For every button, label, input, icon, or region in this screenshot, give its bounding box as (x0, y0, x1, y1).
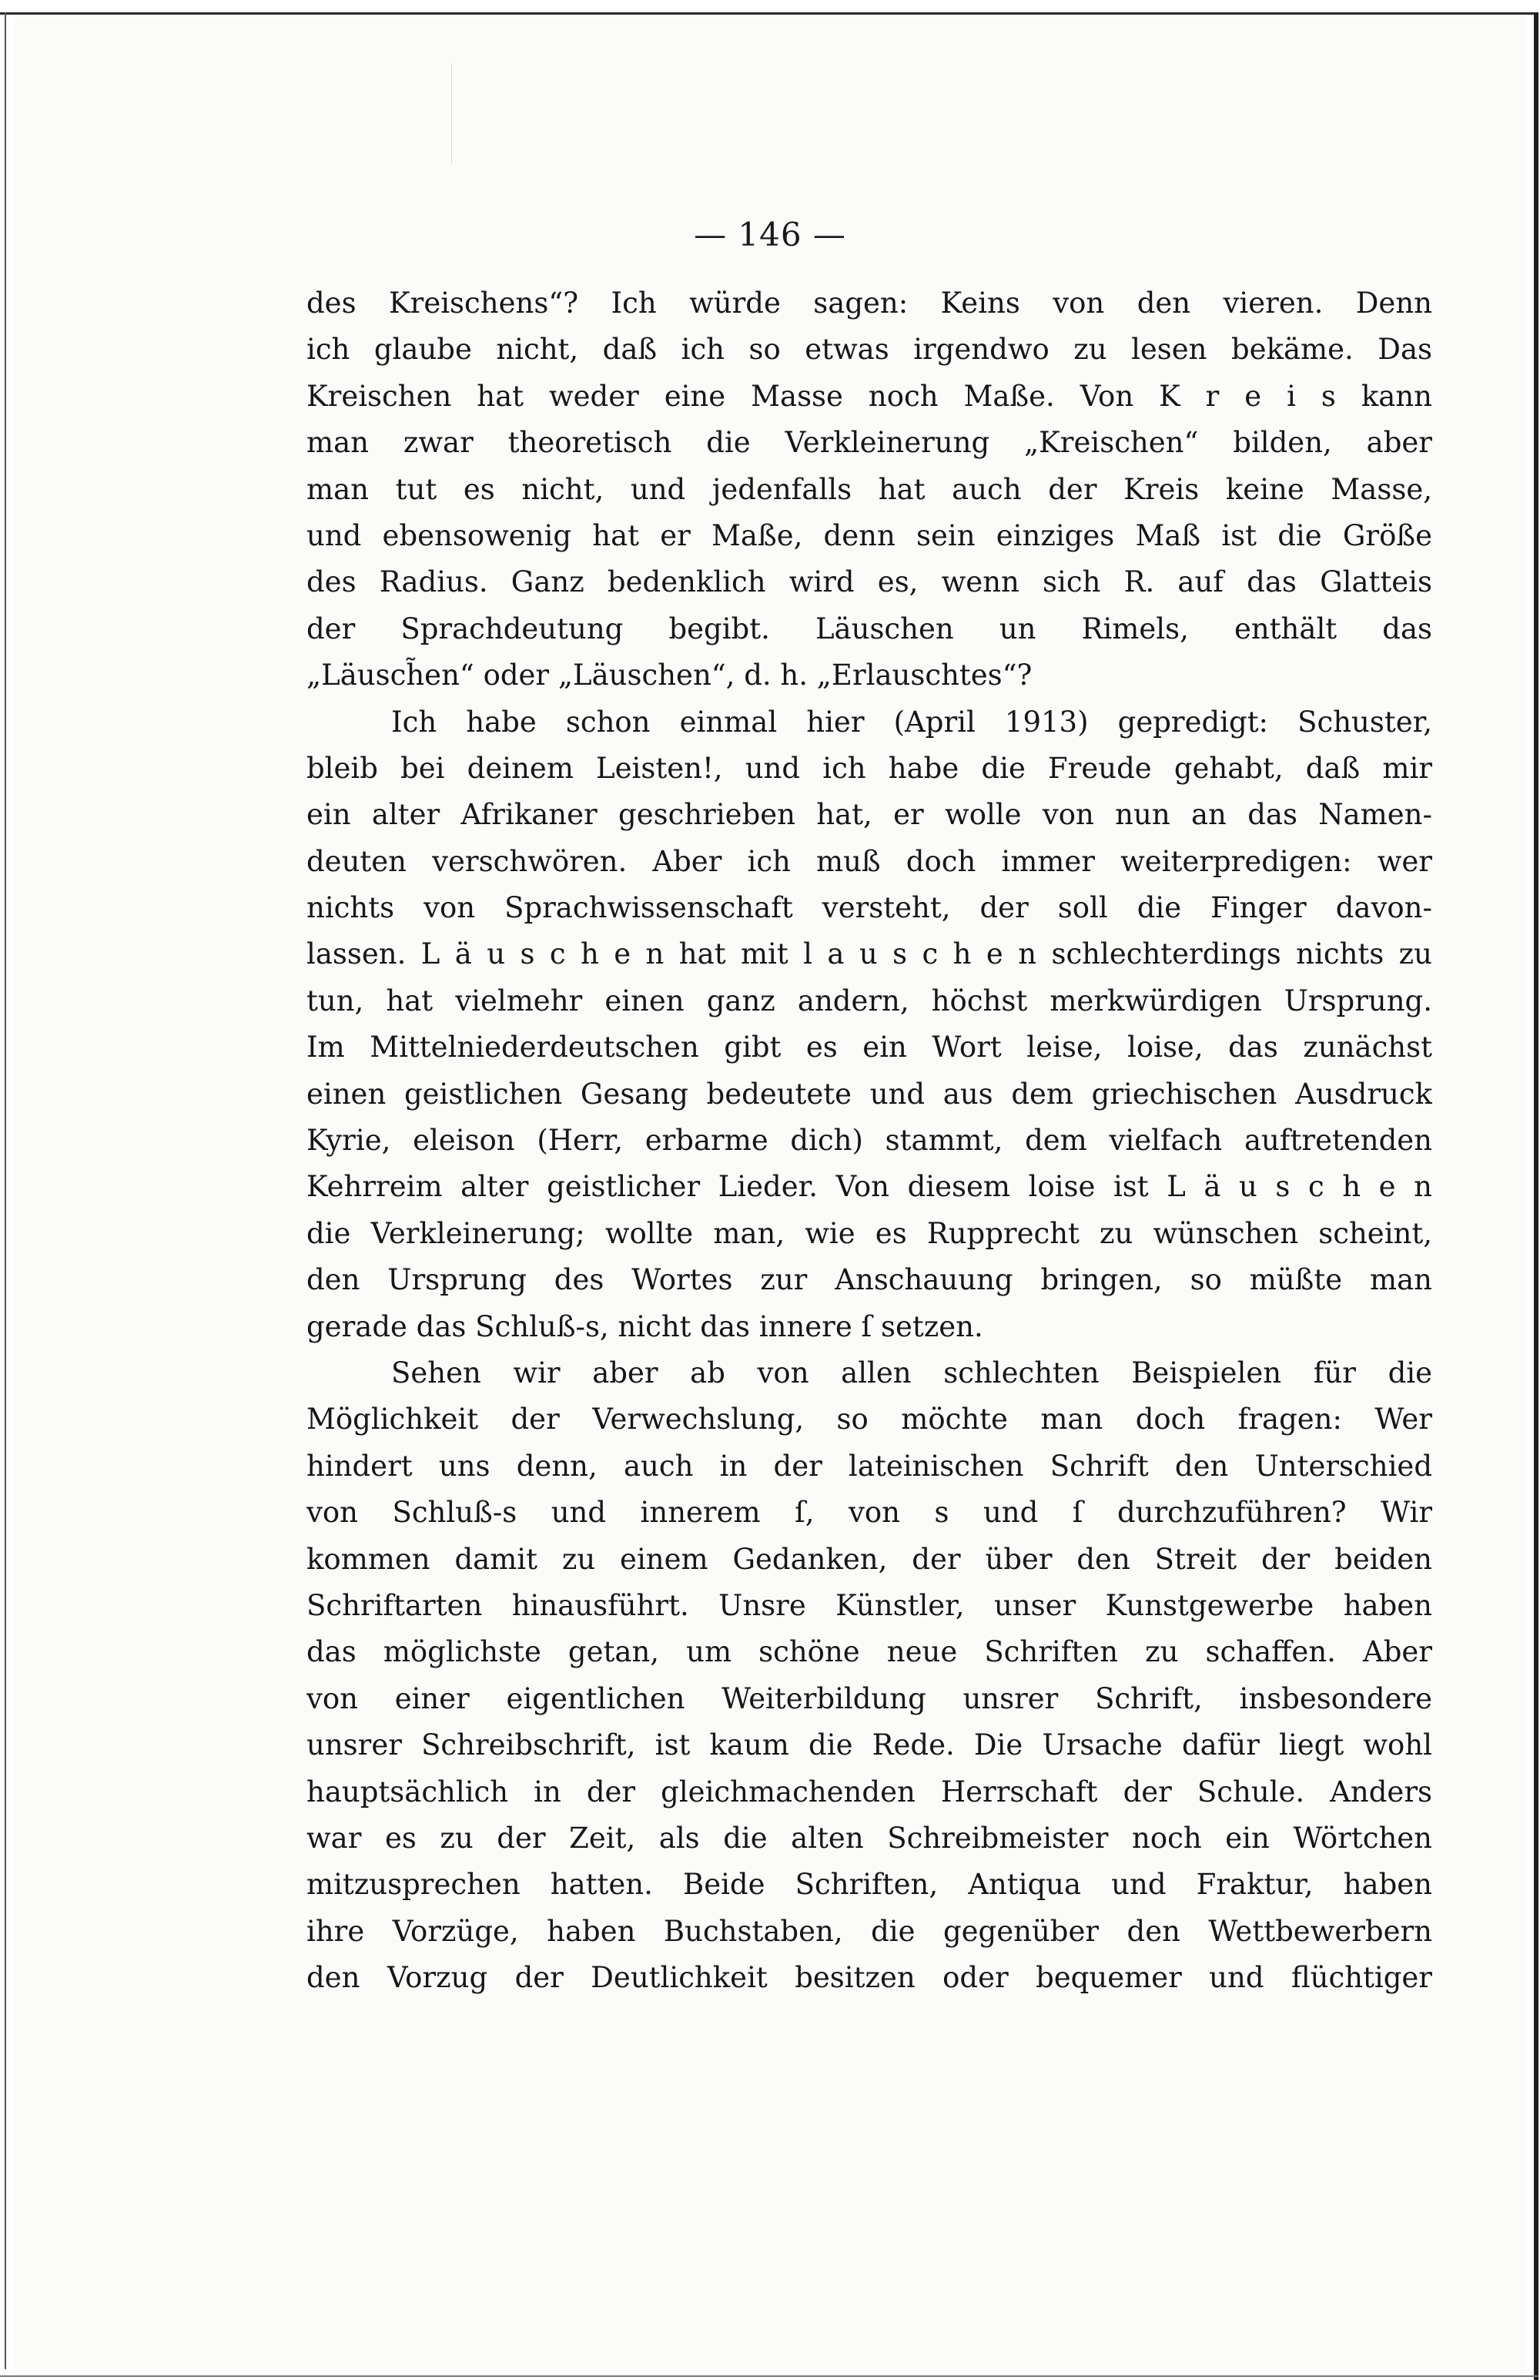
text-line: Im Mittelniederdeutschen gibt es ein Wort leise, loise, das zunächst (306, 1031, 1432, 1064)
text-line: der Sprachdeutung begibt. Läuschen un Rimels, enthält das (306, 612, 1432, 645)
text-line: „Läusch̃en“ oder „Läuschen“, d. h. „Erlauschtes“? (306, 659, 1033, 692)
text-line: Kehrreim alter geistlicher Lieder. Von diesem loise ist L ä u s c h e n (306, 1170, 1432, 1204)
text-line: ich glaube nicht, daß ich so etwas irgendwo zu lesen bekäme. Das (306, 333, 1432, 367)
scan-edge-left (5, 12, 6, 2369)
text-line: ihre Vorzüge, haben Buchstaben, die gegenüber den Wettbewerbern (306, 1914, 1432, 1948)
text-line: war es zu der Zeit, als die alten Schreibmeister noch ein Wörtchen (306, 1821, 1432, 1855)
text-line: lassen. L ä u s c h e n hat mit l a u s c h e n schlechterdings nichts zu (306, 937, 1432, 971)
text-line: deuten verschwören. Aber ich muß doch immer weiterpredigen: wer (306, 844, 1432, 878)
text-line: mitzusprechen hatten. Beide Schriften, Antiqua und Fraktur, haben (306, 1868, 1432, 1902)
text-line: das möglichste getan, um schöne neue Schriften zu schaffen. Aber (306, 1635, 1432, 1669)
text-line: den Vorzug der Deutlichkeit besitzen oder bequemer und flüchtiger (306, 1961, 1432, 1995)
text-line: tun, hat vielmehr einen ganz andern, höchst merkwürdigen Ursprung. (306, 984, 1432, 1017)
text-line: nichts von Sprachwissenschaft versteht, der soll die Finger davon- (306, 891, 1432, 925)
text-line: gerade das Schluß-s, nicht das innere ſ setzen. (306, 1309, 983, 1343)
text-line: und ebensowenig hat er Maße, denn sein einziges Maß ist die Größe (306, 518, 1432, 552)
scan-edge-bottom (0, 2375, 1538, 2377)
text-line: bleib bei deinem Leisten!, und ich habe die Freude gehabt, daß mir (306, 751, 1432, 785)
text-line: die Verkleinerung; wollte man, wie es Rupprecht zu wünschen scheint, (306, 1216, 1432, 1250)
text-line: Möglichkeit der Verwechslung, so möchte man doch fragen: Wer (306, 1403, 1432, 1436)
text-line: des Radius. Ganz bedenklich wird es, wenn sich R. auf das Glatteis (306, 565, 1432, 599)
scan-edge-right (1534, 12, 1538, 2380)
text-line: Kreischen hat weder eine Masse noch Maße. Von K r e i s kann (306, 379, 1432, 413)
text-line: Kyrie, eleison (Herr, erbarme dich) stammt, dem vielfach auftretenden (306, 1124, 1432, 1158)
text-line: von einer eigentlichen Weiterbildung unsrer Schrift, insbesondere (306, 1681, 1432, 1715)
text-line: Ich habe schon einmal hier (April 1913) gepredigt: Schuster, (391, 705, 1432, 739)
text-line: unsrer Schreibschrift, ist kaum die Rede. Die Ursache dafür liegt wohl (306, 1728, 1432, 1762)
text-line: man zwar theoretisch die Verkleinerung „Kreischen“ bilden, aber (306, 426, 1432, 460)
text-line: Schriftarten hinausführt. Unsre Künstler, unser Kunstgewerbe haben (306, 1588, 1432, 1622)
text-line: hindert uns denn, auch in der lateinischen Schrift den Unterschied (306, 1449, 1432, 1483)
text-line: hauptsächlich in der gleichmachenden Herrschaft der Schule. Anders (306, 1775, 1432, 1808)
scan-edge-top (0, 12, 1534, 15)
text-line: kommen damit zu einem Gedanken, der über den Streit der beiden (306, 1542, 1432, 1576)
text-line: Sehen wir aber ab von allen schlechten Beispielen für die (391, 1356, 1432, 1389)
body-text (306, 280, 1432, 2001)
text-line: einen geistlichen Gesang bedeutete und aus dem griechischen Ausdruck (306, 1077, 1432, 1111)
text-line: den Ursprung des Wortes zur Anschauung bringen, so müßte man (306, 1263, 1432, 1297)
text-line: von Schluß-s und innerem ſ, von s und ſ durchzuführen? Wir (306, 1496, 1432, 1530)
text-line: ein alter Afrikaner geschrieben hat, er wolle von nun an das Namen- (306, 798, 1432, 832)
text-line: des Kreischens“? Ich würde sagen: Keins von den vieren. Denn (306, 287, 1432, 320)
text-line: man tut es nicht, und jedenfalls hat auch der Kreis keine Masse, (306, 472, 1432, 506)
paper-fold-line (451, 63, 452, 163)
page-number: — 146 — (694, 216, 846, 253)
